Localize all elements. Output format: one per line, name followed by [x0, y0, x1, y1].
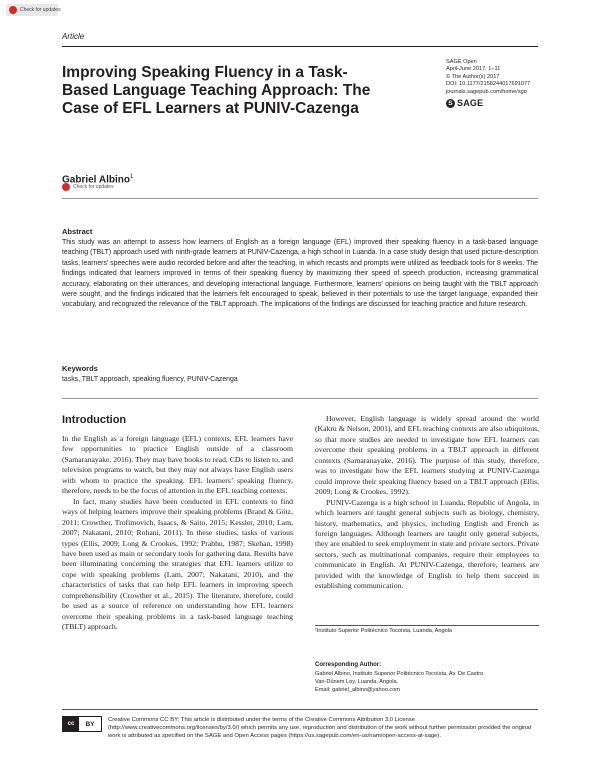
paragraph: In fact, many studies have been conducted in EFL contexts to find ways of helping learners improve their speaking problems (Brand & Götz, 2011; Crowther, Trofimovich, Isaacs, & Saito, 2015; Kessler, 2010; Lam, 2007; Nakatani, 2010; Rohani, 2011). In these studies, tasks of various types (Ellis, 2009; Long & Crookes, 1992; Prabhu, 1987; Skehan, 1998) have been used as main or secondary tools for gathering data. Results have been illuminating concerning the strategies that EFL learners utilize to cope with speaking problems (Lam, 2007; Nakatani, 2010), and the characteristics of tasks that can help EFL learners in improving speech comprehensibility (Crowther et al., 2015). The literature, therefore, could be used as a source of reference on understanding how EFL learners overcome their speaking problems in a task-based language teaching (TBLT) approach. [62, 496, 293, 632]
paragraph: In the English as a foreign language (EFL) contexts, EFL learners have few opportunities to practice English outside of a classroom (Samaranayake, 2016). They may have books to read, CDs to listen to, and television programs to watch, but they may not always have English users with whom to practice the speaking. EFL learners’ speaking fluency, therefore, needs to be the focus of attention in the EFL teaching contexts. [62, 434, 293, 496]
abstract-heading: Abstract [62, 227, 93, 236]
crossmark-inline-label: Check for updates [73, 184, 114, 190]
sage-logo [446, 98, 483, 108]
check-for-updates-badge[interactable] [6, 4, 61, 16]
body-column-right [315, 414, 539, 592]
section-heading-introduction: Introduction [62, 414, 127, 426]
journal-meta [446, 59, 586, 96]
affiliation-footnote: ¹Instituto Superior Politécnico Tocoísta, Luanda, Angola [315, 628, 453, 634]
corresponding-email[interactable]: Email: gabriel_albino@yahoo.com [315, 686, 400, 693]
cc-by-badge[interactable] [62, 716, 102, 732]
cc-icon: cc [63, 717, 79, 731]
check-for-updates-label: Check for updates [20, 7, 61, 13]
corresponding-line: Gabriel Albino, Instituto Superior Politécnico Tocoísta, Av. De Castro [315, 671, 484, 677]
journal-url[interactable]: journals.sagepub.com/home/sgo [446, 88, 527, 95]
corresponding-author-details [315, 671, 539, 694]
paragraph: PUNIV-Cazenga is a high school in Luanda, Republic of Angola, in which learners are taught general subjects such as biology, chemistry, history, mathematics, and physics, including English and French as foreign languages. Although learners are taught only general subjects, they are enabled to seek employment in state and private sectors. Private sectors, such as multinational companies, require their employees to communicate in English. At PUNIV-Cazenga, therefore, learners are provided with the knowledge of English to help them succeed in establishing communication. [315, 497, 539, 591]
journal-issue: April-June 2017: 1–11 [446, 66, 501, 73]
divider [62, 398, 538, 399]
divider [62, 198, 538, 199]
header-rule [62, 46, 538, 47]
journal-name: SAGE Open [446, 59, 477, 65]
corresponding-line: Van-Dúnem Loy, Luanda, Angola. [315, 678, 399, 685]
keywords-heading: Keywords [62, 364, 98, 373]
author-affiliation-mark: 1 [129, 174, 134, 180]
doi[interactable]: DOI: 10.1177/2158244017691077 [446, 81, 531, 88]
license-rule [62, 709, 538, 710]
paragraph: However, English language is widely spread around the world (Kakru & Nelson, 2001), and EFL teaching contexts are also ubiquitous, so that more studies are needed to investigate how EFL learners can overcome their speaking problems in a TBLT approach in different contexts (Samaranayake, 2016). The purpose of this study, therefore, was to investigate how the EFL learners studying at PUNIV-Cazenga could improve their speaking fluency based on a TBLT approach (Ellis, 2009; Long & Crookes, 1992). [315, 414, 539, 497]
corresponding-author-heading: Corresponding Author: [315, 662, 382, 668]
abstract-text: This study was an attempt to assess how learners of English as a foreign language (EFL) improved their speaking fluency in a task-based language teaching (TBLT) approach used with ninth-grade learners at PUNIV-Cazenga, a high school in Luanda. In a case study design that used picture-description tasks, learners’ speeches were audio recorded before and after the teaching, in which recasts and prompts were utilized as feedback tools for 8 weeks. The findings indicated that learners improved in terms of their speaking fluency by maximizing their speed of speech production, increasing grammatical accuracy, elaborating on their utterances, and developing interactional language. Furthermore, learners’ opinions on being taught with the TBLT approach were sought, and the findings indicated that the learners felt encouraged to speak, believed in their potentials to use the target language, expanded their vocabulary, and recognized the relevance of the TBLT approach. The implications of the findings are discussed for teaching practice and future research. [62, 239, 538, 309]
author-name [62, 174, 133, 185]
license-text: Creative Commons CC BY: This article is distributed under the terms of the Creative Commons Attribution 3.0 License (http://www.creativecommons.org/licenses/by/3.0/) which permits any use, reproduction and distribution of the work without further permission provided the original work is attributed as specified on the SAGE and Open Access pages (https://us.sagepub.com/en-us/nam/open-access-at-sage). [108, 717, 532, 740]
keywords-text: tasks, TBLT approach, speaking fluency, PUNIV-Cazenga [62, 376, 238, 383]
body-column-left [62, 434, 293, 633]
footnote-rule [315, 625, 539, 626]
crossmark-icon [9, 6, 17, 14]
by-icon: BY [85, 720, 95, 728]
author-name-text: Gabriel Albino [62, 174, 130, 186]
sage-logo-icon: S [446, 99, 455, 108]
sage-logo-text: SAGE [457, 98, 484, 108]
copyright: © The Author(s) 2017 [446, 73, 500, 80]
paper-title: Improving Speaking Fluency in a Task-Based Language Teaching Approach: The Case of EFL Learners at PUNIV-Cazenga [62, 64, 371, 117]
article-type: Article [62, 32, 85, 41]
